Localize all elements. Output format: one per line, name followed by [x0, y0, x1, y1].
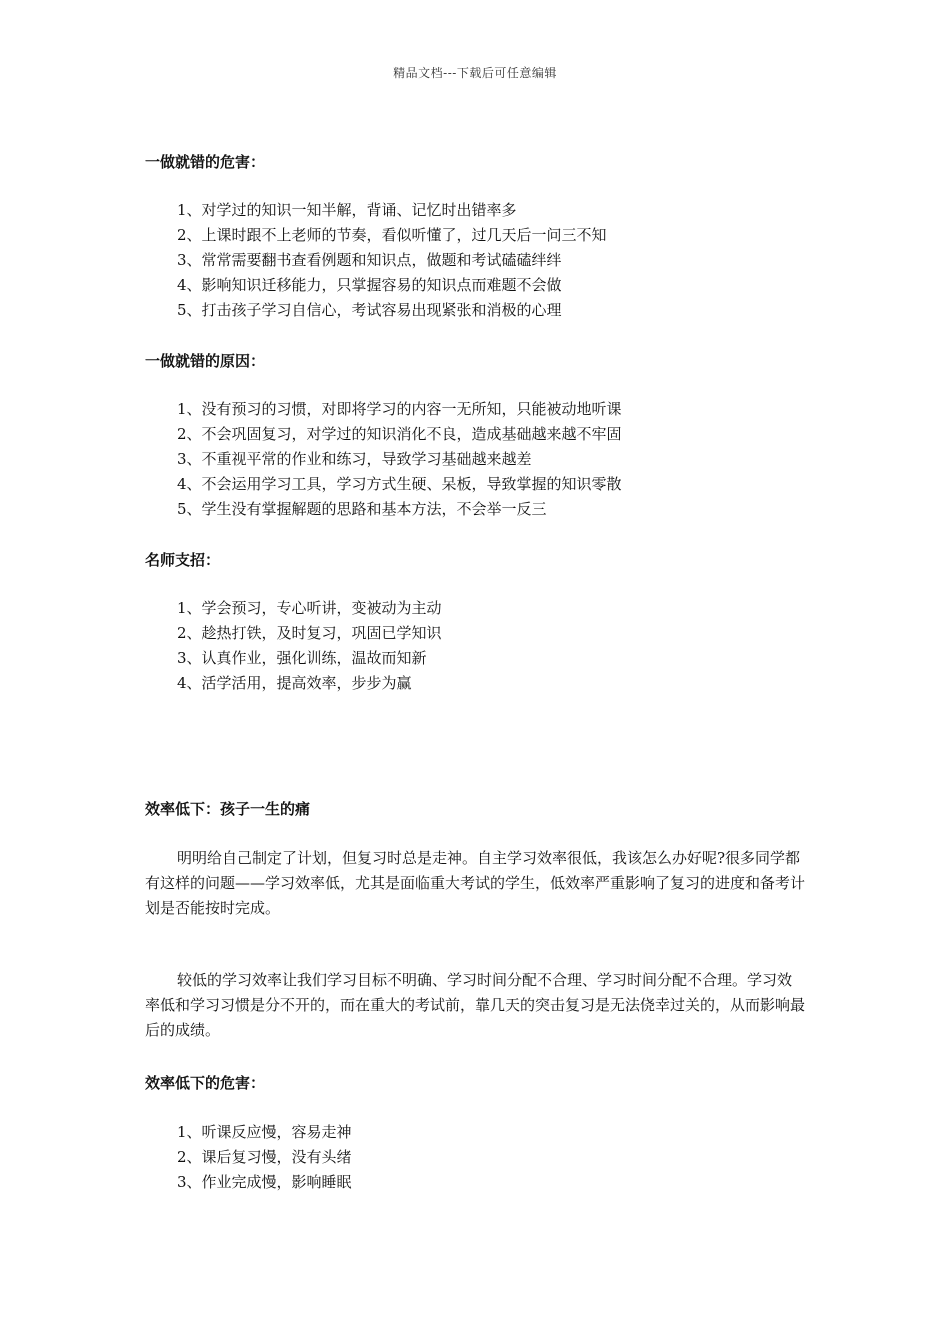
- section-heading-efficiency-harm: 效率低下的危害：: [145, 1074, 266, 1092]
- section-heading-harm: 一做就错的危害：: [145, 153, 266, 171]
- list-item: 2、上课时跟不上老师的节奏，看似听懂了，过几天后一问三不知: [177, 226, 607, 244]
- list-item: 2、课后复习慢，没有头绪: [177, 1148, 352, 1166]
- efficiency-harm-list: [177, 1120, 352, 1195]
- page-header: 精品文档---下载后可任意编辑: [393, 66, 557, 80]
- section-heading-tips: 名师支招：: [145, 551, 221, 569]
- list-item: 4、活学活用，提高效率，步步为赢: [177, 674, 412, 692]
- section-heading-cause: 一做就错的原因：: [145, 352, 266, 370]
- list-item: 3、常常需要翻书查看例题和知识点，做题和考试磕磕绊绊: [177, 251, 562, 269]
- list-item: 1、听课反应慢，容易走神: [177, 1123, 352, 1141]
- list-item: 2、趁热打铁，及时复习，巩固已学知识: [177, 624, 442, 642]
- harm-list: [177, 198, 607, 323]
- list-item: 1、没有预习的习惯，对即将学习的内容一无所知，只能被动地听课: [177, 400, 622, 418]
- list-item: 4、影响知识迁移能力，只掌握容易的知识点而难题不会做: [177, 276, 562, 294]
- list-item: 1、学会预习，专心听讲，变被动为主动: [177, 599, 442, 617]
- list-item: 2、不会巩固复习，对学过的知识消化不良，造成基础越来越不牢固: [177, 425, 622, 443]
- efficiency-paragraph-2: 较低的学习效率让我们学习目标不明确、学习时间分配不合理、学习时间分配不合理。学习效率低和学习习惯是分不开的，而在重大的考试前，靠几天的突击复习是无法侥幸过关的，从而影响最后的成绩。: [145, 971, 806, 1039]
- section-heading-efficiency: 效率低下：孩子一生的痛: [145, 800, 311, 818]
- list-item: 1、对学过的知识一知半解，背诵、记忆时出错率多: [177, 201, 517, 219]
- list-item: 5、学生没有掌握解题的思路和基本方法，不会举一反三: [177, 500, 547, 518]
- list-item: 3、不重视平常的作业和练习，导致学习基础越来越差: [177, 450, 532, 468]
- efficiency-paragraph-1: 明明给自己制定了计划，但复习时总是走神。自主学习效率很低，我该怎么办好呢?很多同学都有这样的问题——学习效率低，尤其是面临重大考试的学生，低效率严重影响了复习的进度和备考计划是否能按时完成。: [145, 849, 806, 917]
- tips-list: [177, 596, 442, 696]
- cause-list: [177, 397, 622, 522]
- list-item: 5、打击孩子学习自信心，考试容易出现紧张和消极的心理: [177, 301, 562, 319]
- list-item: 3、作业完成慢，影响睡眠: [177, 1173, 352, 1191]
- list-item: 3、认真作业，强化训练，温故而知新: [177, 649, 427, 667]
- list-item: 4、不会运用学习工具，学习方式生硬、呆板，导致掌握的知识零散: [177, 475, 622, 493]
